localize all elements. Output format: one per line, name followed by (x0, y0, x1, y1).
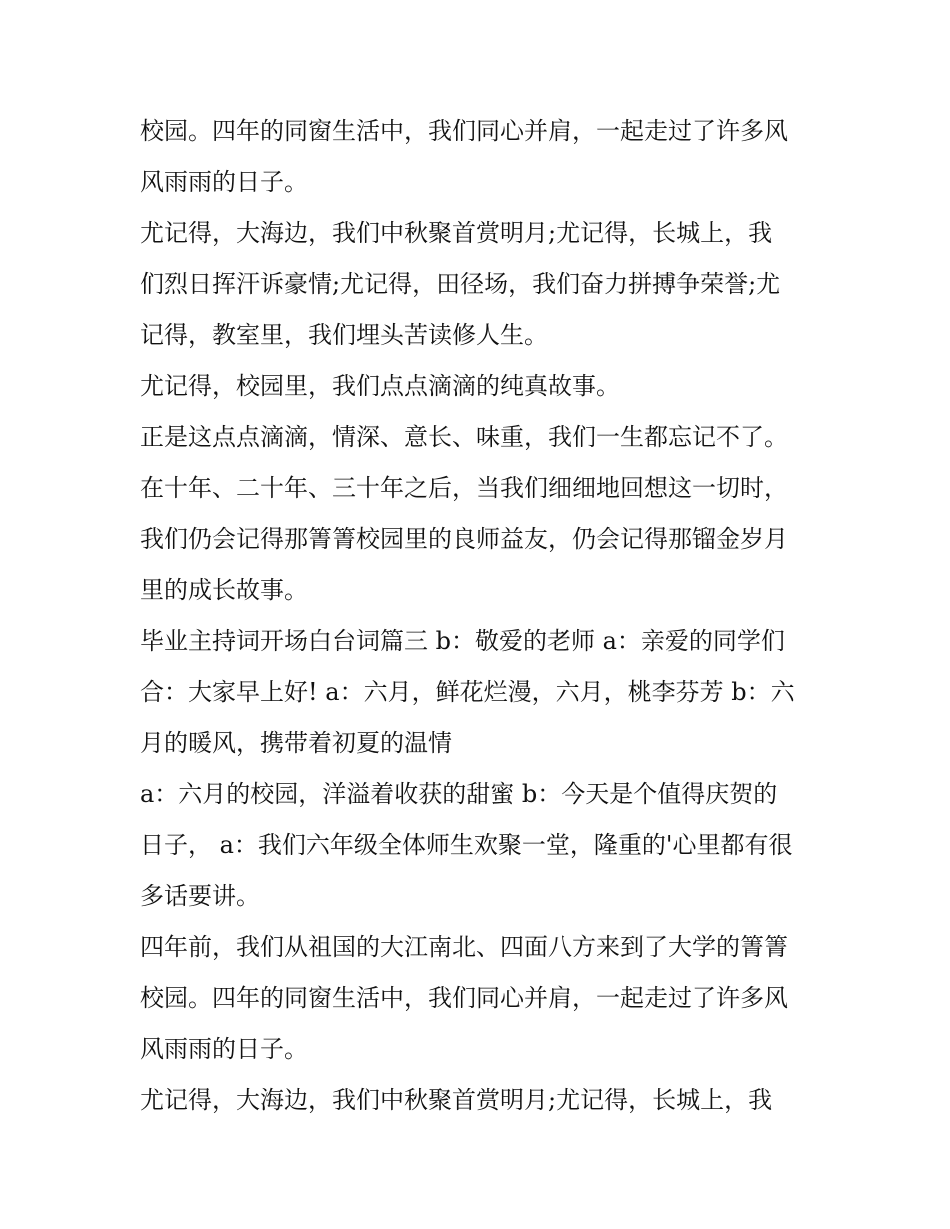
text-line: 合：大家早上好! a：六月，鲜花烂漫，六月，桃李芬芳 b：六 (140, 678, 795, 706)
text-line: 月的暖风，携带着初夏的温情 (140, 729, 452, 757)
paragraph-2 (140, 208, 820, 361)
document-body (140, 106, 820, 1126)
text-line: 们烈日挥汗诉豪情;尤记得，田径场，我们奋力拼搏争荣誉;尤 (140, 270, 781, 298)
paragraph-4 (140, 412, 820, 463)
paragraph-9 (140, 1075, 820, 1126)
text-line: 毕业主持词开场白台词篇三 b：敬爱的老师 a：亲爱的同学们 (140, 627, 785, 655)
text-line: 四年前，我们从祖国的大江南北、四面八方来到了大学的箐箐 (140, 933, 788, 961)
text-line: 在十年、二十年、三十年之后，当我们细细地回想这一切时， (140, 474, 788, 502)
text-line: 日子， a：我们六年级全体师生欢聚一堂，隆重的'心里都有很 (140, 831, 793, 859)
text-line: 校园。四年的同窗生活中，我们同心并肩，一起走过了许多风 (140, 984, 788, 1012)
text-line: 里的成长故事。 (140, 576, 308, 604)
paragraph-1 (140, 106, 820, 208)
text-line: 正是这点点滴滴，情深、意长、味重，我们一生都忘记不了。 (140, 423, 788, 451)
text-line: 记得，教室里，我们埋头苦读修人生。 (140, 321, 548, 349)
text-line: a：六月的校园，洋溢着收获的甜蜜 b：今天是个值得庆贺的 (140, 780, 778, 808)
text-line: 风雨雨的日子。 (140, 168, 308, 196)
text-line: 校园。四年的同窗生活中，我们同心并肩，一起走过了许多风 (140, 117, 788, 145)
text-line: 尤记得，大海边，我们中秋聚首赏明月;尤记得，长城上，我 (140, 1086, 773, 1114)
paragraph-7 (140, 769, 820, 922)
text-line: 尤记得，大海边，我们中秋聚首赏明月;尤记得，长城上，我 (140, 219, 773, 247)
text-line: 风雨雨的日子。 (140, 1035, 308, 1063)
paragraph-8 (140, 922, 820, 1075)
text-line: 尤记得，校园里，我们点点滴滴的纯真故事。 (140, 372, 620, 400)
text-line: 多话要讲。 (140, 882, 260, 910)
text-line: 我们仍会记得那箐箐校园里的良师益友，仍会记得那镏金岁月 (140, 525, 788, 553)
paragraph-5 (140, 463, 820, 616)
paragraph-3 (140, 361, 820, 412)
paragraph-6 (140, 616, 820, 769)
